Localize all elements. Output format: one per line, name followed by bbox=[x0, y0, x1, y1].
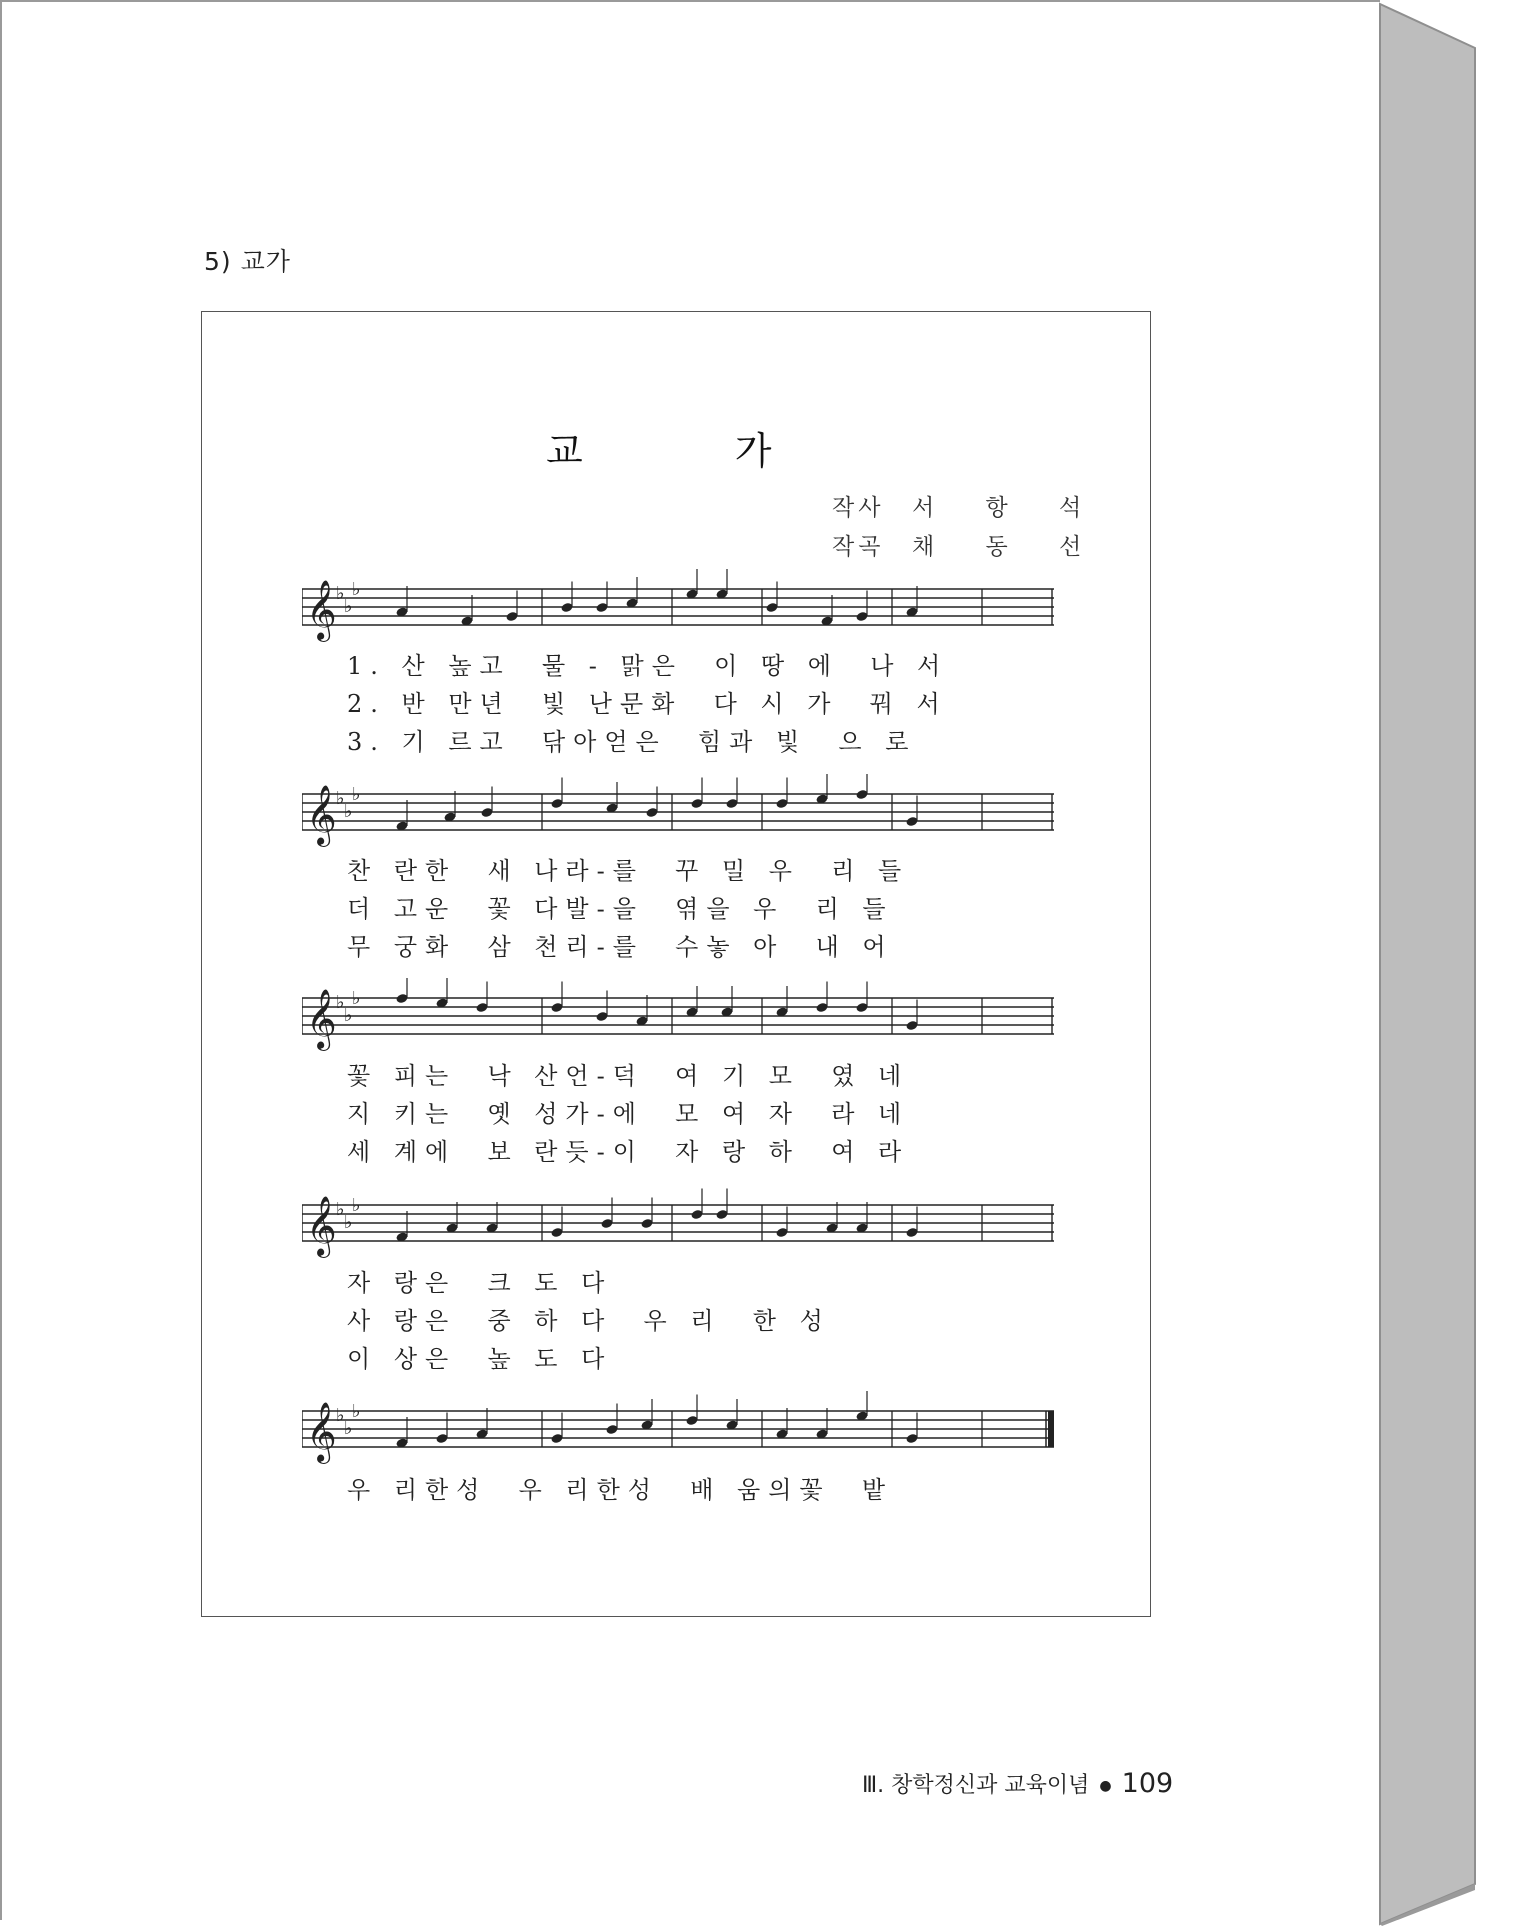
svg-text:♭: ♭ bbox=[352, 1195, 361, 1216]
lyric-line: 이 상은 높 도 다 bbox=[347, 1345, 613, 1373]
music-staff-2 bbox=[302, 774, 1054, 854]
lyric-line: 사 랑은 중 하 다 우 리 한 성 bbox=[347, 1307, 831, 1335]
staff-drawing bbox=[302, 1185, 1054, 1265]
svg-text:♭: ♭ bbox=[336, 583, 345, 604]
svg-text:𝄞: 𝄞 bbox=[306, 1402, 337, 1462]
lyric-line: 1. 산 높고 물 - 맑은 이 땅 에 나 서 bbox=[347, 652, 949, 680]
lyrics-block-2 bbox=[347, 852, 909, 966]
svg-text:𝄞: 𝄞 bbox=[306, 989, 337, 1049]
svg-text:♭: ♭ bbox=[344, 1005, 353, 1026]
lyric-line: 2. 반 만년 빛 난문화 다 시 가 꿔 서 bbox=[347, 690, 948, 718]
bullet-icon: ● bbox=[1099, 1778, 1112, 1794]
svg-text:♭: ♭ bbox=[336, 1405, 345, 1426]
music-staff-3 bbox=[302, 978, 1054, 1058]
lyric-line: 자 랑은 크 도 다 bbox=[347, 1269, 613, 1297]
svg-text:♭: ♭ bbox=[352, 579, 361, 600]
music-staff-5 bbox=[302, 1391, 1054, 1471]
svg-text:𝄞: 𝄞 bbox=[306, 580, 337, 640]
svg-text:♭: ♭ bbox=[336, 788, 345, 809]
svg-text:♭: ♭ bbox=[336, 992, 345, 1013]
lyric-line: 무 궁화 삼 천리-를 수놓 아 내 어 bbox=[347, 933, 894, 961]
lyric-line: 3. 기 르고 닦아얻은 힘과 빛 으 로 bbox=[347, 728, 917, 756]
staff-drawing bbox=[302, 569, 1054, 649]
svg-text:♭: ♭ bbox=[352, 784, 361, 805]
lyric-line: 우 리한성 우 리한성 배 움의꽃 밭 bbox=[347, 1476, 894, 1504]
svg-text:♭: ♭ bbox=[336, 1199, 345, 1220]
lyrics-block-5 bbox=[347, 1471, 893, 1509]
staff-drawing bbox=[302, 774, 1054, 854]
svg-text:♭: ♭ bbox=[344, 1212, 353, 1233]
music-staff-1 bbox=[302, 569, 1054, 649]
song-title: 교 가 bbox=[546, 429, 842, 473]
section-heading: 5) 교가 bbox=[204, 247, 291, 276]
page-number: 109 bbox=[1121, 1768, 1174, 1799]
svg-text:♭: ♭ bbox=[352, 988, 361, 1009]
composer-name: 채 동 선 bbox=[912, 534, 1104, 560]
lyrics-block-4 bbox=[347, 1264, 831, 1378]
lyrics-block-3 bbox=[347, 1057, 909, 1171]
composer-credit bbox=[832, 528, 1103, 561]
lyricist-name: 서 항 석 bbox=[912, 495, 1104, 521]
page-footer bbox=[862, 1768, 1173, 1799]
svg-text:𝄞: 𝄞 bbox=[306, 1196, 337, 1256]
music-staff-4 bbox=[302, 1185, 1054, 1265]
lyricist-label: 작사 bbox=[832, 495, 885, 521]
lyric-line: 꽃 피는 낙 산언-덕 여 기 모 였 네 bbox=[347, 1062, 910, 1090]
lyric-line: 세 계에 보 란듯-이 자 랑 하 여 라 bbox=[347, 1138, 910, 1166]
svg-text:♭: ♭ bbox=[344, 1418, 353, 1439]
staff-drawing bbox=[302, 978, 1054, 1058]
lyric-line: 찬 란한 새 나라-를 꾸 밀 우 리 들 bbox=[347, 857, 910, 885]
svg-text:♭: ♭ bbox=[344, 801, 353, 822]
lyric-line: 지 키는 옛 성가-에 모 여 자 라 네 bbox=[347, 1100, 910, 1128]
lyrics-block-1 bbox=[347, 647, 948, 761]
svg-text:♭: ♭ bbox=[352, 1401, 361, 1422]
staff-drawing bbox=[302, 1391, 1054, 1471]
lyricist-credit bbox=[832, 489, 1103, 522]
svg-text:♭: ♭ bbox=[344, 596, 353, 617]
composer-label: 작곡 bbox=[832, 534, 885, 560]
chapter-title: Ⅲ. 창학정신과 교육이념 bbox=[862, 1773, 1090, 1798]
lyric-line: 더 고운 꽃 다발-을 엮을 우 리 들 bbox=[347, 895, 894, 923]
svg-text:𝄞: 𝄞 bbox=[306, 785, 337, 845]
